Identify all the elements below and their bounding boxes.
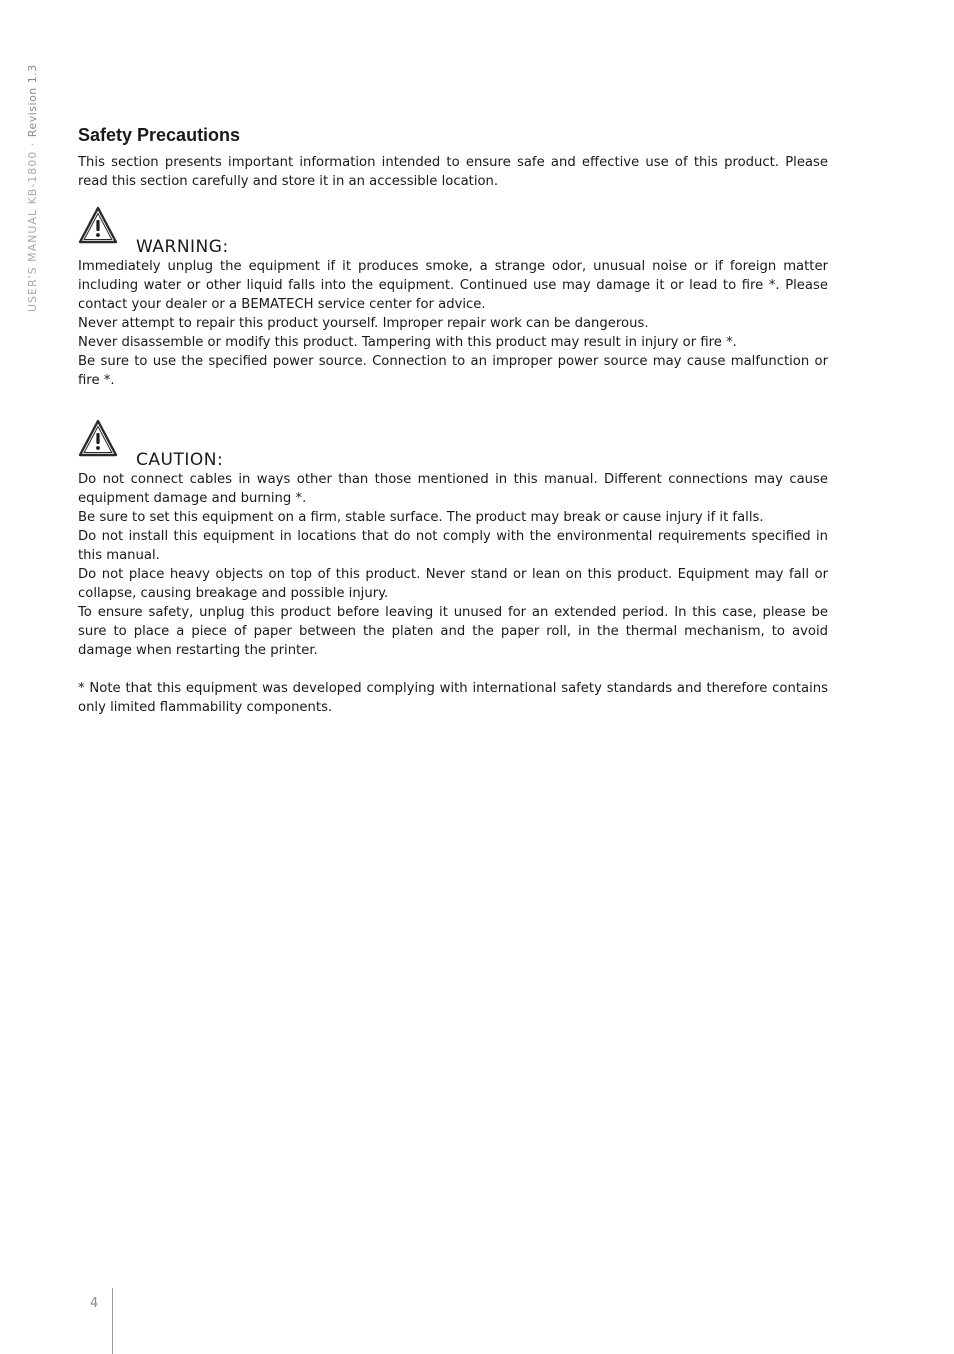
caution-item: Do not place heavy objects on top of this product. Never stand or lean on this product. Equipment may fall or collapse, causing breakage and possible injury. (78, 567, 828, 601)
page-number-rule (112, 1288, 113, 1354)
warning-heading: WARNING: (136, 237, 229, 257)
caution-list (78, 470, 828, 660)
page-title: Safety Precautions (78, 125, 241, 145)
caution-item: Do not connect cables in ways other than those mentioned in this manual. Different connections may cause equipment damage and burning *. (78, 472, 828, 506)
caution-item: To ensure safety, unplug this product before leaving it unused for an extended period. In this case, please be sure to place a piece of paper between the platen and the paper roll, in the thermal mechanism, to avoid damage when restarting the printer. (78, 605, 828, 658)
warning-triangle-icon (78, 418, 118, 458)
manual-name: USER'S MANUAL KB-1800 (26, 150, 39, 312)
caution-heading: CAUTION: (136, 450, 224, 470)
caution-section-header (78, 418, 828, 470)
revision-label: Revision 1.3 (26, 64, 39, 138)
caution-item: Do not install this equipment in locations that do not comply with the environmental requirements specified in this manual. (78, 529, 828, 563)
warning-item: Never disassemble or modify this product. Tampering with this product may result in injury or fire *. (78, 335, 737, 350)
header-separator: · (26, 137, 39, 151)
warning-item: Never attempt to repair this product yourself. Improper repair work can be dangerous. (78, 316, 649, 331)
intro-paragraph: This section presents important information intended to ensure safe and effective use of this product. Please read this section carefully and store it in an accessible location. (78, 155, 828, 189)
footnote: * Note that this equipment was developed complying with international safety standards and therefore contains only limited flammability components. (78, 681, 828, 715)
page-number: 4 (90, 1296, 99, 1311)
warning-item: Immediately unplug the equipment if it produces smoke, a strange odor, unusual noise or if foreign matter including water or other liquid falls into the equipment. Continued use may damage it or lead to fire *. Please contact your dealer or a BEMATECH service center for advice. (78, 259, 828, 312)
page-content (78, 124, 828, 717)
running-header-vertical (26, 64, 39, 312)
warning-triangle-icon (78, 205, 118, 245)
caution-item: Be sure to set this equipment on a firm, stable surface. The product may break or cause injury if it falls. (78, 510, 764, 525)
warning-list (78, 257, 828, 390)
warning-item: Be sure to use the specified power source. Connection to an improper power source may cause malfunction or fire *. (78, 354, 828, 388)
warning-section-header (78, 205, 828, 257)
